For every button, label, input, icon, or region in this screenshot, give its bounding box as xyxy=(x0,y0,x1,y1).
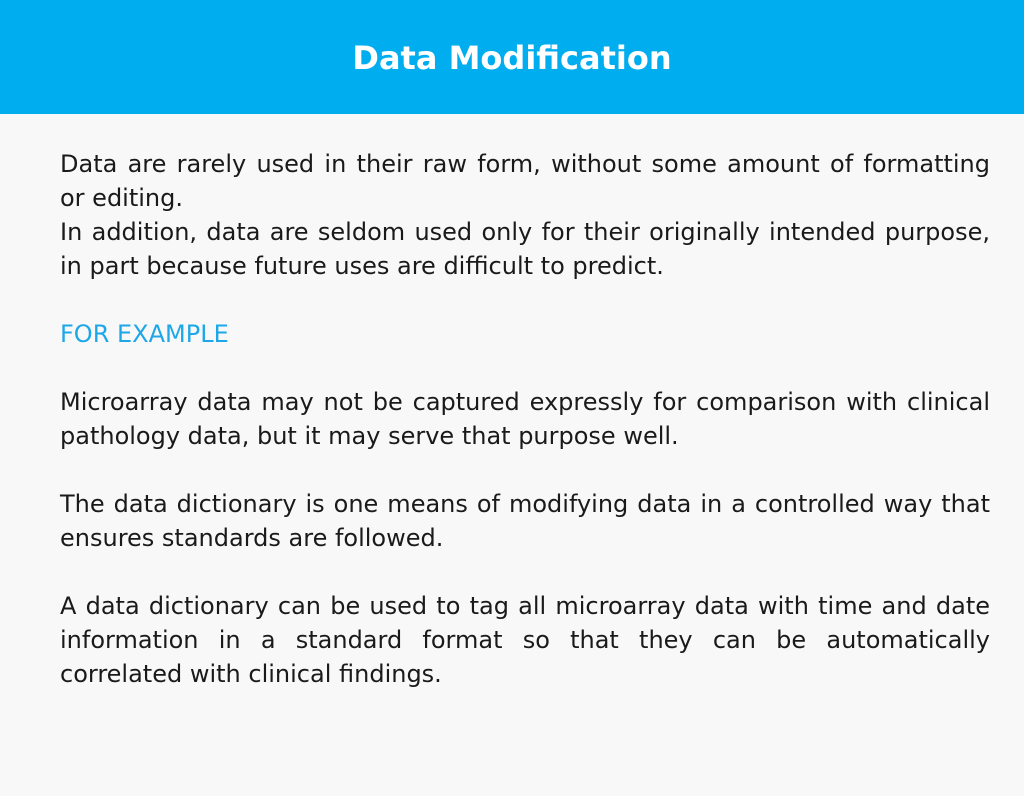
spacer xyxy=(60,555,990,589)
spacer xyxy=(60,283,990,317)
paragraph-microarray: Microarray data may not be captured expressly for comparison with clinical pathology data, but it may serve that purpose well. xyxy=(60,388,990,450)
paragraph-data-dictionary: The data dictionary is one means of modifying data in a controlled way that ensures standards are followed. xyxy=(60,490,990,552)
slide-body xyxy=(60,147,990,691)
page-title: Data Modification xyxy=(352,39,672,77)
paragraph-tagging: A data dictionary can be used to tag all microarray data with time and date information in a standard format so that they can be automatically correlated with clinical findings. xyxy=(60,592,990,688)
paragraph-raw-form: Data are rarely used in their raw form, without some amount of formatting or editing. xyxy=(60,150,990,212)
spacer xyxy=(60,453,990,487)
example-heading: FOR EXAMPLE xyxy=(60,320,229,348)
paragraph-intended-purpose: In addition, data are seldom used only for their originally intended purpose, in part because future uses are difficult to predict. xyxy=(60,218,990,280)
title-banner xyxy=(0,0,1024,114)
spacer xyxy=(60,351,990,385)
